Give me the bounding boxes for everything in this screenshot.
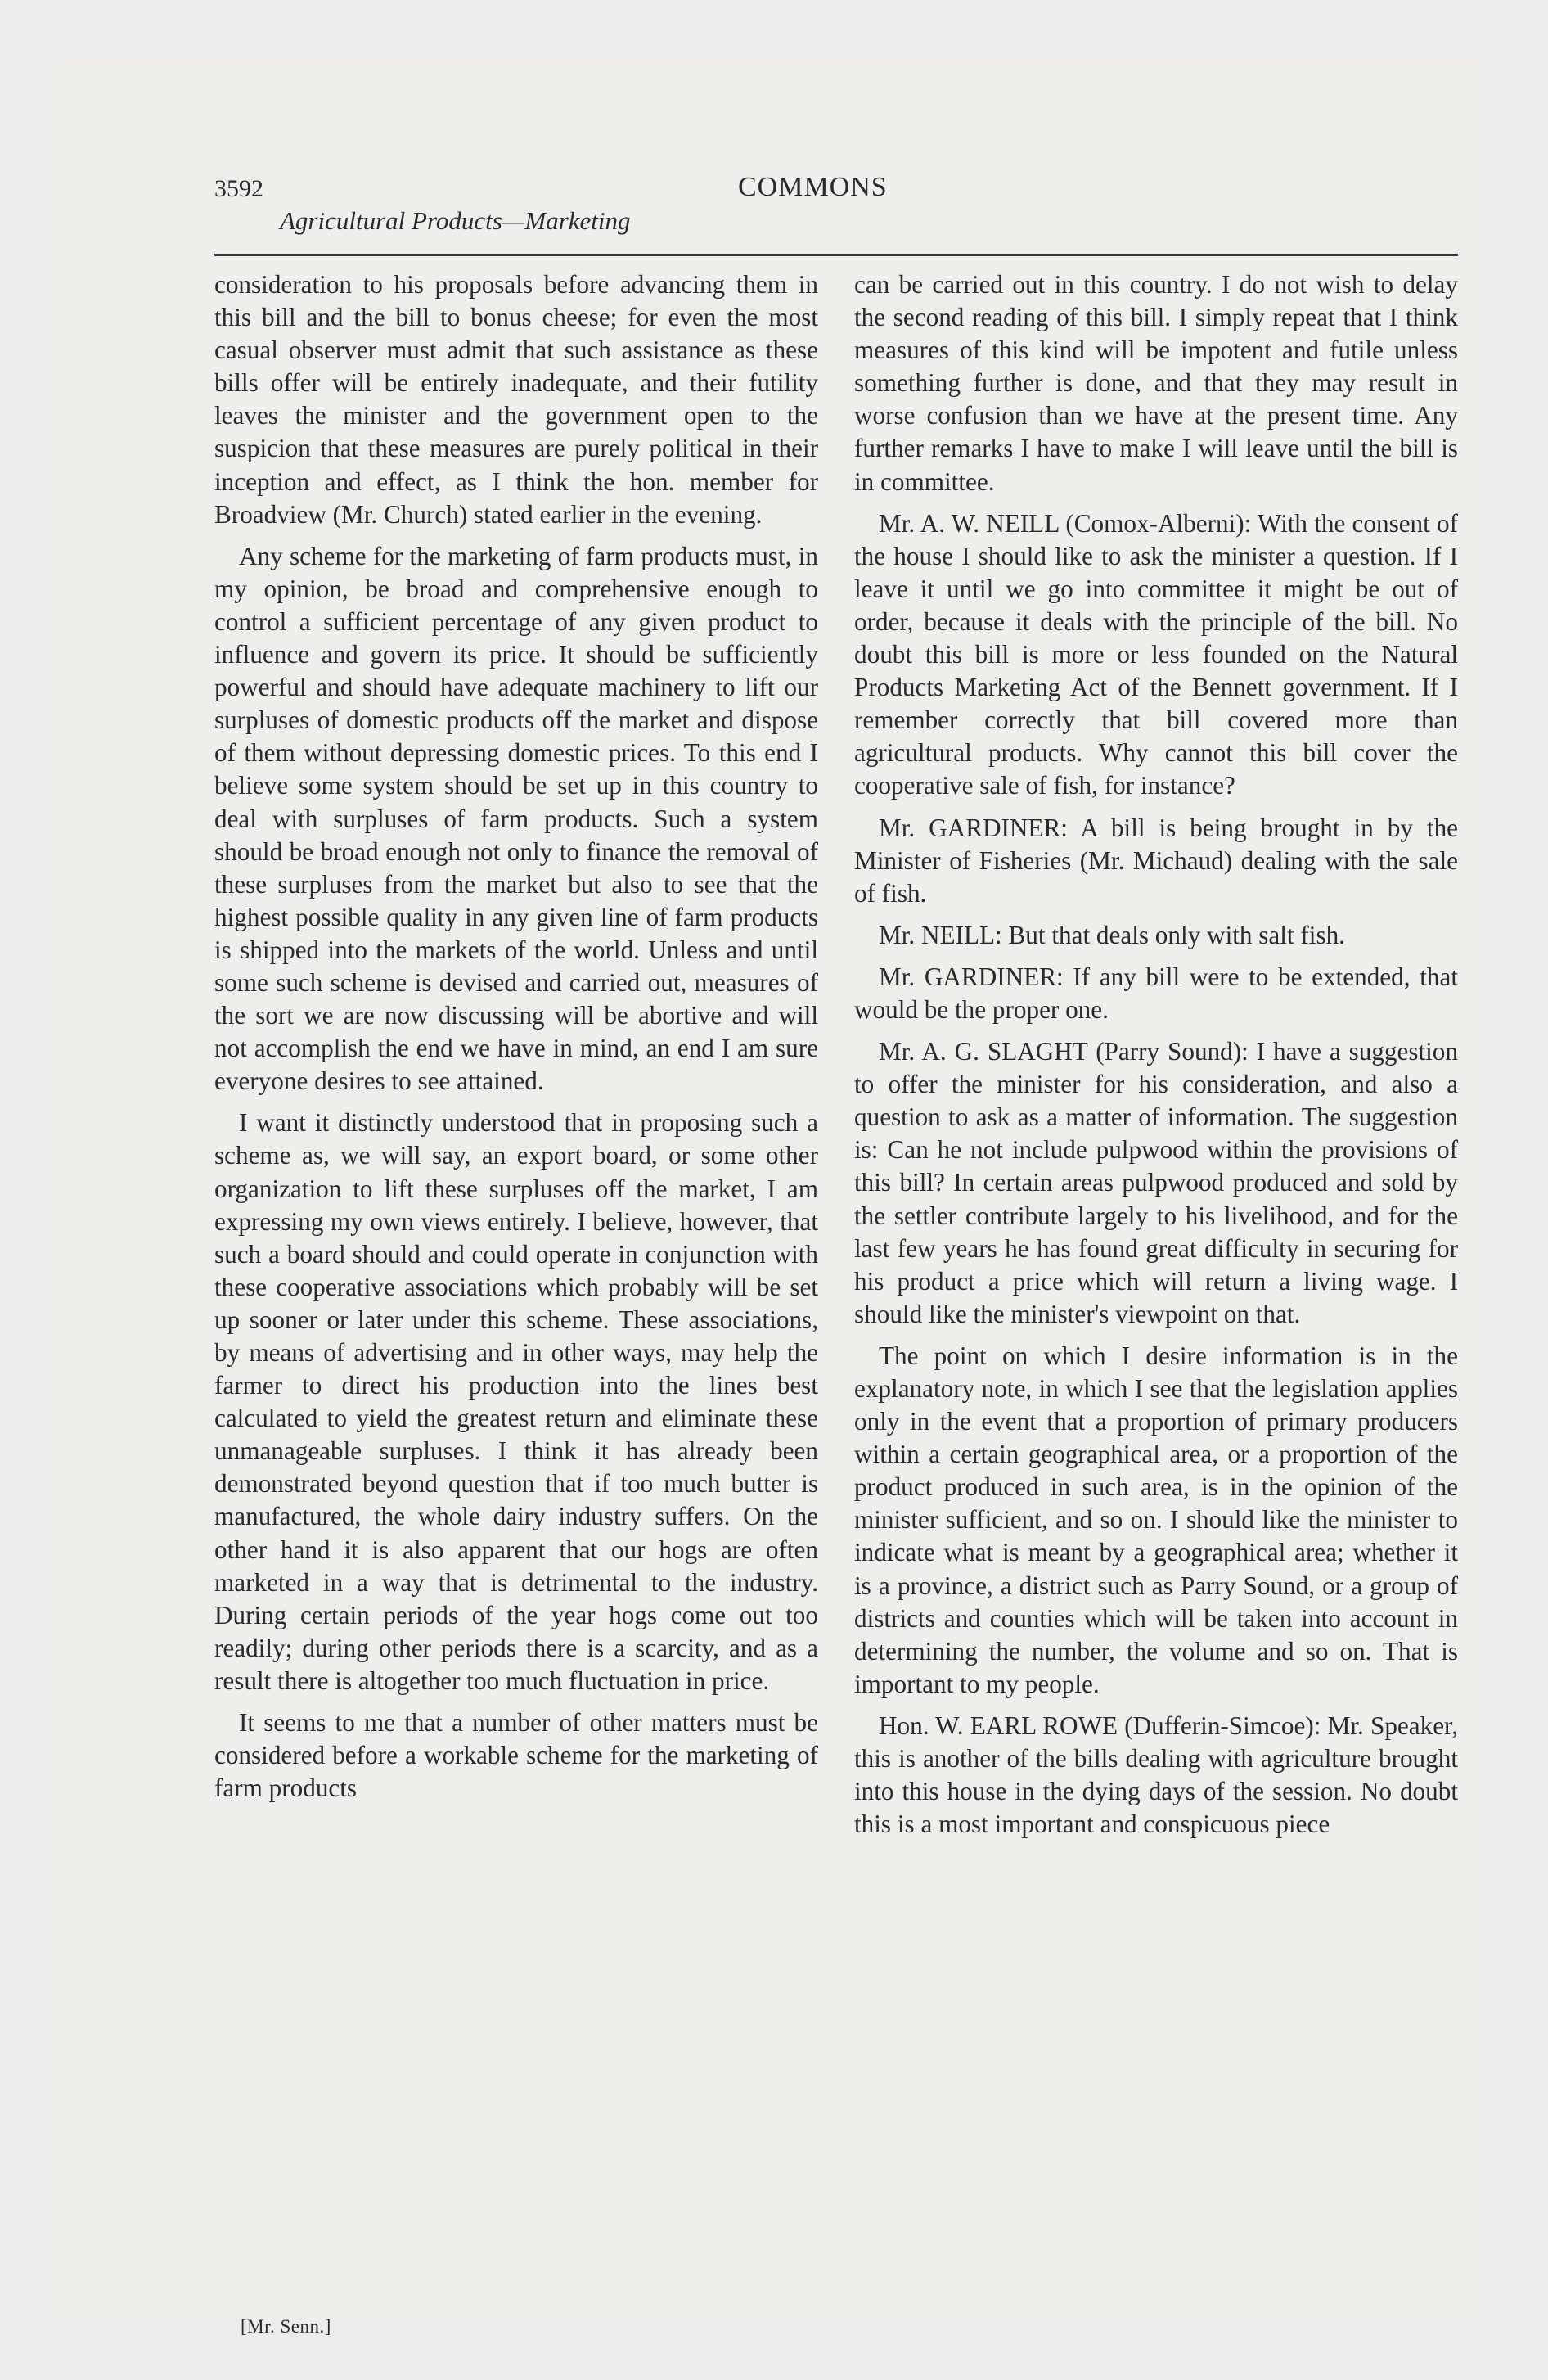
speech-gardiner: Mr. GARDINER: If any bill were to be extended, that would be the proper one. [854, 962, 1458, 1024]
right-column [854, 268, 1458, 1850]
scanned-page [61, 61, 1481, 2337]
text-columns [214, 268, 1458, 2337]
speech-neill: Mr. NEILL: But that deals only with salt fish. [879, 920, 1345, 949]
speech-gardiner: Mr. GARDINER: A bill is being brought in by the Minister of Fisheries (Mr. Michaud) dealing with the sale of fish. [854, 813, 1458, 908]
paragraph: can be carried out in this country. I do not wish to delay the second reading of this bill. I simply repeat that I think measures of this kind will be impotent and futile unless something further is done, and that they may result in worse confusion than we have at the present time. Any further remarks I have to make I will leave until the bill is in committee. [854, 270, 1458, 496]
running-title: COMMONS [738, 172, 888, 202]
header-rule [214, 254, 1458, 256]
speech-slaght: Mr. A. G. SLAGHT (Parry Sound): I have a suggestion to offer the minister for his consideration, and also a question to ask as a matter of information. The suggestion is: Can he not include pulpwood within the provisions of this bill? In certain areas pulpwood produced and sold by the settler contribute largely to his livelihood, and for the last few years he has found great difficulty in securing for his product a price which will return a living wage. I should like the minister's viewpoint on that. [854, 1037, 1458, 1328]
speech-neill: Mr. A. W. NEILL (Comox-Alberni): With the consent of the house I should like to ask the minister a question. If I leave it until we go into committee it might be out of order, because it deals with the principle of the bill. No doubt this bill is more or less founded on the Natural Products Marketing Act of the Bennett government. If I remember correctly that bill covered more than agricultural products. Why cannot this bill cover the cooperative sale of fish, for instance? [854, 508, 1458, 800]
speech-rowe: Hon. W. EARL ROWE (Dufferin-Simcoe): Mr. Speaker, this is another of the bills dealing with agriculture brought into this house in the dying days of the session. No doubt this is a most important and conspicuous piece [854, 1711, 1458, 1839]
paragraph: Any scheme for the marketing of farm products must, in my opinion, be broad and comprehensive enough to control a sufficient percentage of any given product to influence and govern its price. It should be sufficiently powerful and should have adequate machinery to lift our surpluses of domestic products off the market and dispose of them without depressing domestic prices. To this end I believe some system should be set up in this country to deal with surpluses of farm products. Such a system should be broad enough not only to finance the removal of these surpluses from the market but also to see that the highest possible quality in any given line of farm products is shipped into the markets of the world. Unless and until some such scheme is devised and carried out, measures of the sort we are now discussing will be abortive and will not accomplish the end we have in mind, an end I am sure everyone desires to see attained. [214, 541, 818, 1096]
hansard-page [214, 157, 1458, 2337]
paragraph: I want it distinctly understood that in proposing such a scheme as, we will say, an export board, or some other organization to lift these surpluses off the market, I am expressing my own views entirely. I believe, however, that such a board should and could operate in conjunction with these cooperative associations which probably will be set up sooner or later under this scheme. These associations, by means of advertising and in other ways, may help the farmer to direct his production into the lines best calculated to yield the greatest return and eliminate these unmanageable surpluses. I think it has already been demonstrated beyond question that if too much butter is manufactured, the whole dairy industry suffers. On the other hand it is also apparent that our hogs are often marketed in a way that is detrimental to the industry. During certain periods of the year hogs come out too readily; during other periods there is a scarcity, and as a result there is altogether too much fluctuation in price. [214, 1108, 818, 1695]
paragraph: It seems to me that a number of other matters must be considered before a workable scheme for the marketing of farm products [214, 1708, 818, 1803]
section-title: Agricultural Products—Marketing [280, 206, 631, 235]
page-number: 3592 [214, 175, 263, 202]
paragraph: The point on which I desire information is in the explanatory note, in which I see that the legislation applies only in the event that a proportion of primary producers within a certain geographical area, or a proportion of the product produced in such area, is in the opinion of the minister sufficient, and so on. I should like the minister to indicate what is meant by a geographical area; whether it is a province, a district such as Parry Sound, or a group of districts and counties which will be taken into account in determining the number, the volume and so on. That is important to my people. [854, 1341, 1458, 1698]
paragraph: consideration to his proposals before advancing them in this bill and the bill to bonus cheese; for even the most casual observer must admit that such assistance as these bills offer will be entirely inadequate, and their futility leaves the minister and the government open to the suspicion that these measures are purely political in their inception and effect, as I think the hon. member for Broadview (Mr. Church) stated earlier in the evening. [214, 270, 818, 529]
left-column [214, 268, 818, 1814]
page-header [214, 157, 1458, 242]
speaker-footnote: [Mr. Senn.] [241, 2316, 331, 2337]
